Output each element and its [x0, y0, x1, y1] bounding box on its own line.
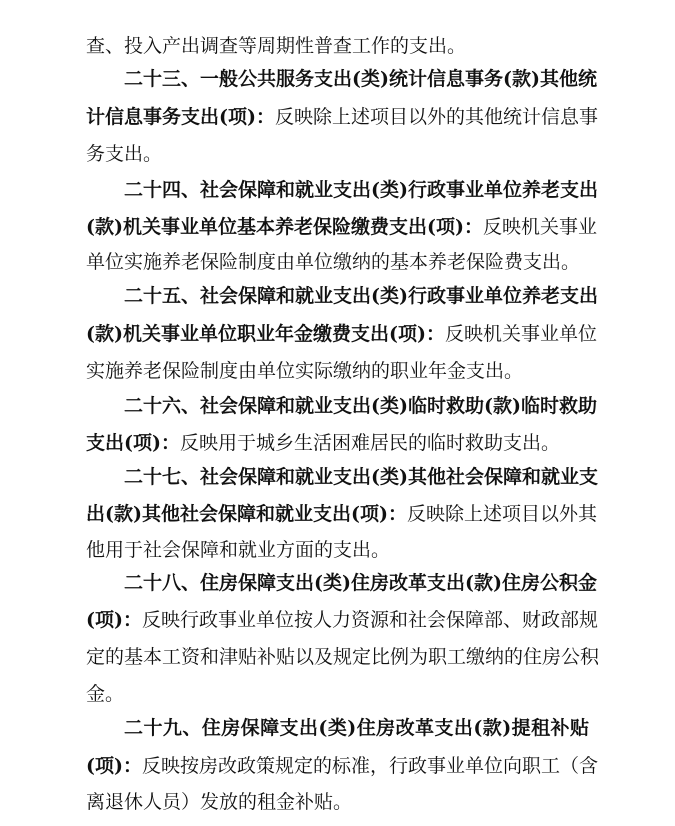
text-line — [124, 67, 597, 91]
body-text: 离退休人员）发放的租金补贴。 — [86, 791, 353, 813]
text-line — [86, 431, 589, 455]
bold-heading-text: 出(款)其他社会保障和就业支出(项)： — [86, 503, 407, 525]
text-line — [86, 142, 589, 166]
text-line — [124, 716, 589, 740]
body-text: 反映除上述项目以外的其他统计信息事 — [274, 106, 598, 128]
body-text: 反映行政事业单位按人力资源和社会保障部、财政部规 — [141, 609, 598, 631]
body-text: 反映用于城乡生活困难居民的临时救助支出。 — [179, 432, 560, 454]
bold-heading-text: 二十九、住房保障支出(类)住房改革支出(款)提租补贴 — [124, 717, 589, 739]
text-line — [86, 790, 589, 814]
text-line — [86, 608, 598, 632]
body-text: 反映机关事业 — [482, 216, 597, 238]
bold-heading-text: (项)： — [86, 755, 142, 777]
bold-heading-text: (款)机关事业单位职业年金缴费支出(项)： — [86, 323, 445, 345]
text-line — [124, 178, 598, 202]
text-line — [124, 465, 598, 489]
body-text: 实施养老保险制度由单位实际缴纳的职业年金支出。 — [86, 360, 524, 382]
body-text: 单位实施养老保险制度由单位缴纳的基本养老保险费支出。 — [86, 251, 581, 273]
body-text: 反映按房改政策规定的标准，行政事业单位向职工（含 — [141, 755, 598, 777]
body-text: 查、投入产出调查等周期性普查工作的支出。 — [86, 35, 467, 57]
body-text: 他用于社会保障和就业方面的支出。 — [86, 539, 391, 561]
text-line — [86, 105, 598, 129]
text-line — [86, 682, 589, 706]
body-text: 金。 — [86, 683, 125, 705]
text-line — [86, 215, 597, 239]
text-line — [86, 645, 600, 669]
body-text: 反映除上述项目以外其 — [406, 503, 597, 525]
bold-heading-text: (款)机关事业单位基本养老保险缴费支出(项)： — [86, 216, 483, 238]
body-text: 务支出。 — [86, 143, 163, 165]
text-line — [124, 571, 597, 595]
body-text: 定的基本工资和津贴补贴以及规定比例为职工缴纳的住房公积 — [86, 646, 600, 668]
bold-heading-text: (项)： — [86, 609, 142, 631]
bold-heading-text: 二十七、社会保障和就业支出(类)其他社会保障和就业支 — [124, 466, 598, 488]
text-line — [86, 502, 597, 526]
text-line — [86, 322, 597, 346]
text-line — [86, 34, 589, 58]
bold-heading-text: 二十五、社会保障和就业支出(类)行政事业单位养老支出 — [124, 285, 598, 307]
text-line — [124, 394, 597, 418]
bold-heading-text: 二十四、社会保障和就业支出(类)行政事业单位养老支出 — [124, 179, 598, 201]
text-line — [86, 250, 589, 274]
bold-heading-text: 二十三、一般公共服务支出(类)统计信息事务(款)其他统 — [124, 68, 597, 90]
text-line — [124, 284, 598, 308]
text-line — [86, 538, 589, 562]
bold-heading-text: 二十八、住房保障支出(类)住房改革支出(款)住房公积金 — [124, 572, 597, 594]
bold-heading-text: 二十六、社会保障和就业支出(类)临时救助(款)临时救助 — [124, 395, 597, 417]
body-text: 反映机关事业单位 — [444, 323, 597, 345]
bold-heading-text: 支出(项)： — [86, 432, 180, 454]
text-line — [86, 359, 589, 383]
bold-heading-text: 计信息事务支出(项)： — [86, 106, 275, 128]
text-line — [86, 754, 598, 778]
